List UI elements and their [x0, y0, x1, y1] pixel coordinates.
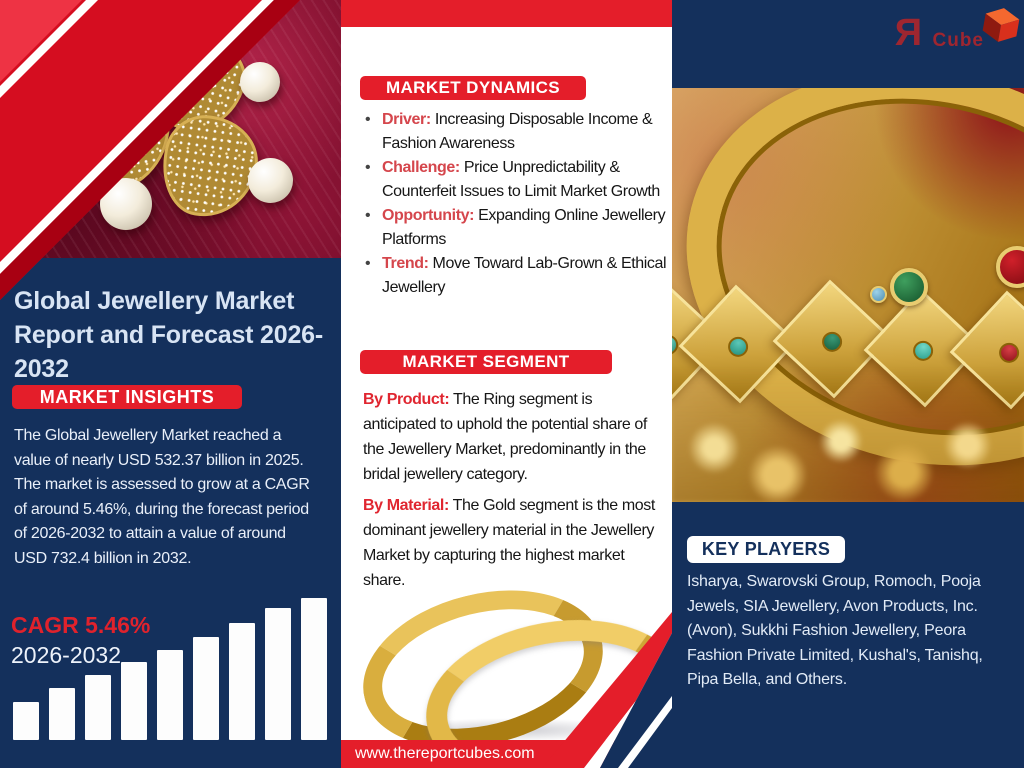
- trend-label: Trend:: [382, 255, 429, 272]
- chart-bar: [13, 702, 39, 740]
- by-material-label: By Material:: [363, 497, 449, 514]
- list-item-driver: [361, 108, 669, 156]
- middle-column: [341, 0, 672, 768]
- corner-ribbon-decoration: [0, 0, 300, 300]
- list-item-opportunity: [361, 204, 669, 252]
- turquoise-stone: [909, 337, 937, 365]
- market-dynamics-badge: MARKET DYNAMICS: [360, 76, 586, 100]
- cagr-value-label: CAGR 5.46%: [11, 612, 151, 638]
- turquoise-stone: [724, 333, 752, 361]
- red-stone: [995, 339, 1023, 367]
- trend-text: Move Toward Lab-Grown & Ethical Jewellery: [382, 255, 667, 296]
- list-item-trend: [361, 252, 669, 300]
- cube-icon: [979, 3, 1023, 47]
- by-product-label: By Product:: [363, 391, 450, 408]
- driver-text: Increasing Disposable Income & Fashion Awareness: [382, 111, 653, 152]
- market-insights-badge: MARKET INSIGHTS: [12, 385, 242, 409]
- green-stone: [818, 328, 846, 356]
- chart-bar: [301, 598, 327, 740]
- segment-by-product: [363, 387, 669, 487]
- chart-bar: [121, 662, 147, 740]
- logo-cube-text: Cube: [932, 30, 984, 51]
- title-line-3: 2032: [14, 355, 69, 383]
- chart-bar: [85, 675, 111, 740]
- opportunity-label: Opportunity:: [382, 207, 475, 224]
- title-line-1: Global Jewellery Market: [14, 287, 295, 315]
- bangle-green-stone: [890, 268, 928, 306]
- chart-bar: [49, 688, 75, 740]
- chart-bar: [265, 608, 291, 740]
- list-item-challenge: [361, 156, 669, 204]
- logo-r-letter: Я: [894, 12, 922, 54]
- driver-label: Driver:: [382, 111, 431, 128]
- corner-stripe-decoration: [542, 578, 672, 768]
- market-segment-badge: MARKET SEGMENT: [360, 350, 612, 374]
- chart-bar: [157, 650, 183, 740]
- opportunity-text: Expanding Online Jewellery Platforms: [382, 207, 666, 248]
- title-line-2: Report and Forecast 2026-: [14, 321, 323, 349]
- market-insights-text: The Global Jewellery Market reached a value of nearly USD 532.37 billion in 2025. The market is assessed to grow at a CAGR of around 5.46%, during the forecast period of 2026-2032 to attain a value of around USD 732.4 billion in 2032.: [14, 427, 310, 567]
- market-dynamics-list: [361, 108, 669, 300]
- right-column: [672, 0, 1024, 768]
- rcube-logo: [864, 0, 1024, 60]
- by-product-text: The Ring segment is anticipated to uphold the potential share of the Jewellery Market, predominantly in the bridal jewellery category.: [363, 391, 647, 483]
- left-column: [0, 0, 341, 768]
- top-red-bar: [341, 0, 672, 27]
- gold-jewellery-photo: [672, 88, 1024, 502]
- chart-bar: [193, 637, 219, 740]
- bangle-blue-stone: [870, 286, 887, 303]
- challenge-label: Challenge:: [382, 159, 460, 176]
- challenge-text: Price Unpredictability & Counterfeit Issues to Limit Market Growth: [382, 159, 660, 200]
- by-material-text: The Gold segment is the most dominant jewellery material in the Jewellery Market by capturing the highest market share.: [363, 497, 655, 589]
- forecast-period-label: 2026-2032: [11, 642, 121, 668]
- chart-bar: [229, 623, 255, 740]
- key-players-badge: KEY PLAYERS: [687, 536, 845, 563]
- key-players-text: Isharya, Swarovski Group, Romoch, Pooja Jewels, SIA Jewellery, Avon Products, Inc. (Avon), Sukkhi Fashion Jewellery, Peora Fashion Private Limited, Kushal's, Tanishq, Pipa Bella, and Others.: [687, 573, 983, 688]
- website-link[interactable]: www.thereportcubes.com: [355, 745, 535, 762]
